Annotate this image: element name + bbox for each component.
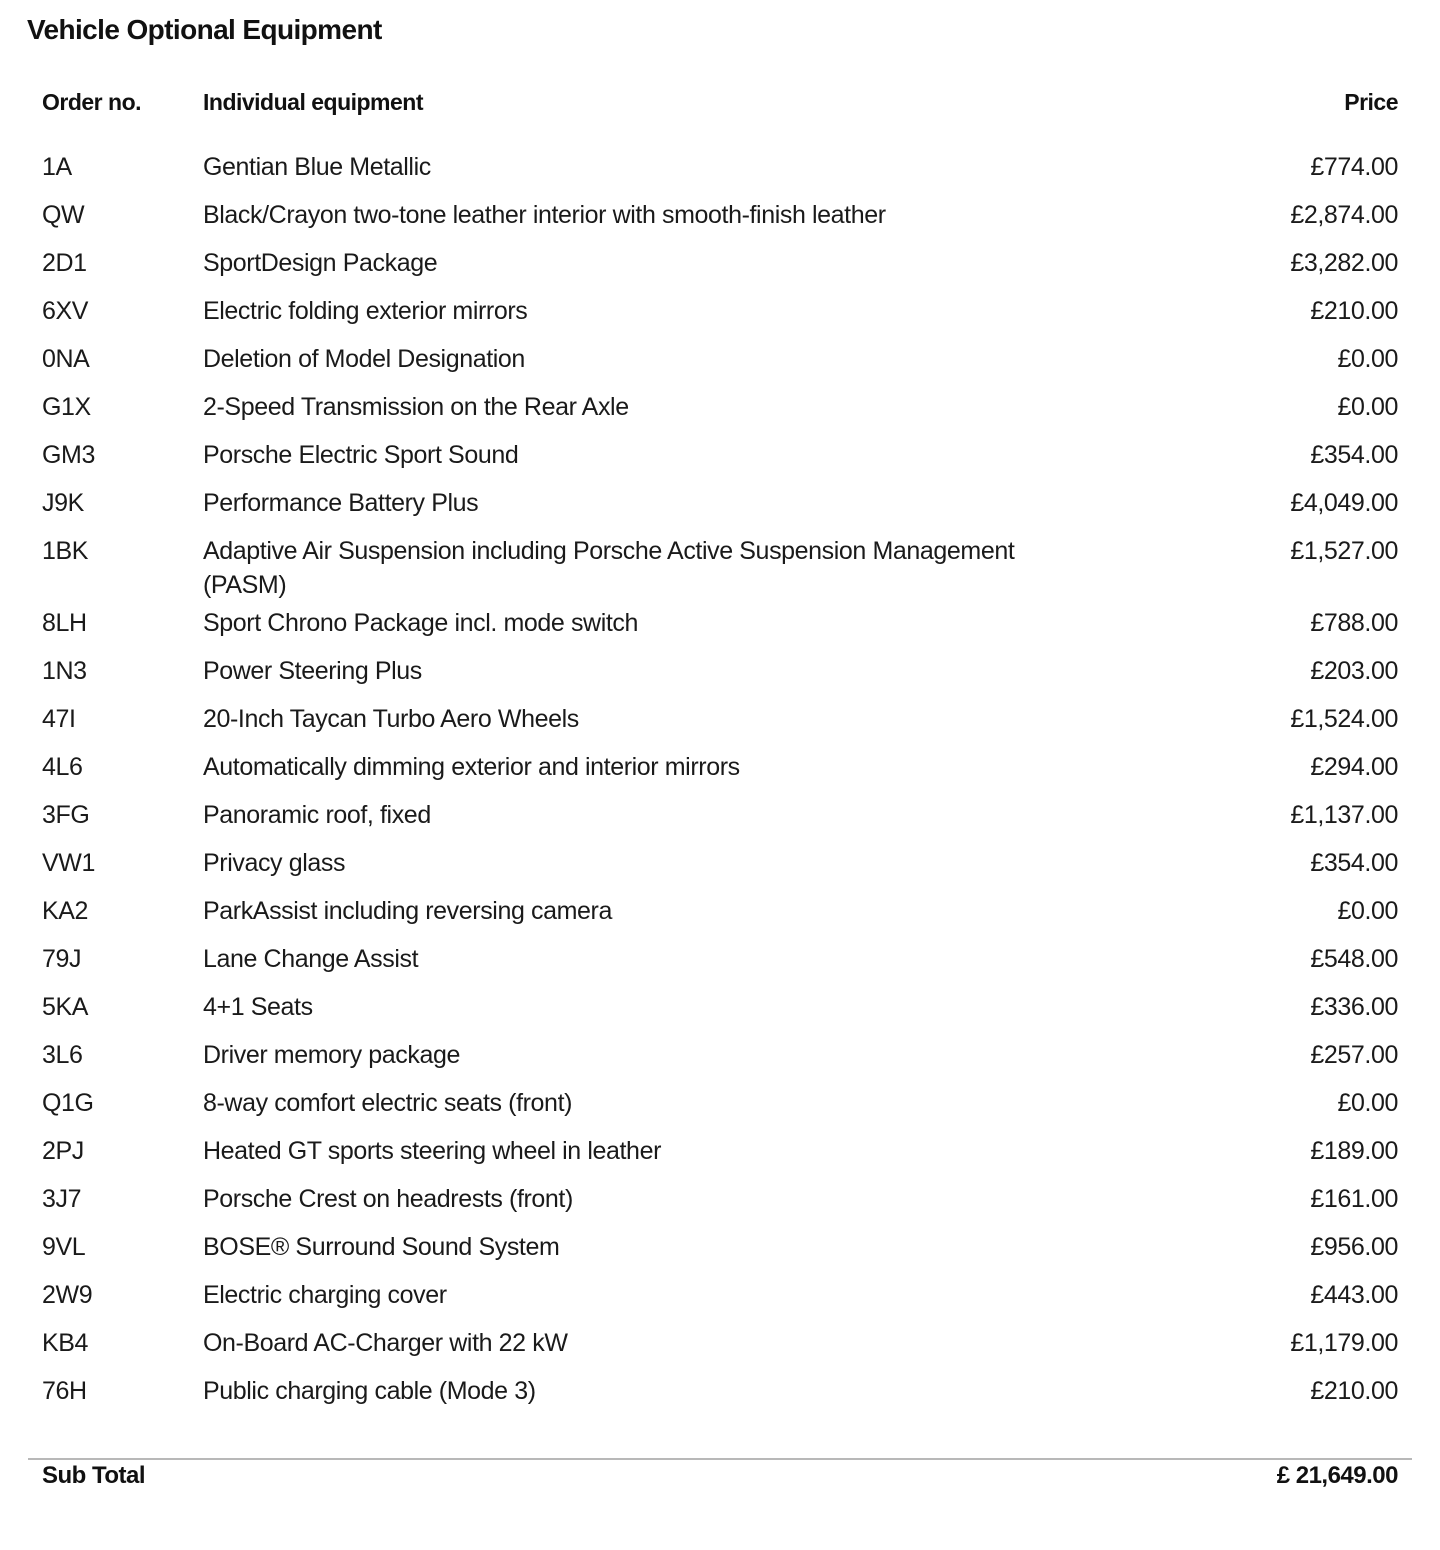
table-row xyxy=(28,1278,1412,1326)
equipment-description: Sport Chrono Package incl. mode switch xyxy=(203,609,639,637)
order-code: 2D1 xyxy=(42,249,87,277)
equipment-description: 8-way comfort electric seats (front) xyxy=(203,1089,573,1117)
equipment-description: 20-Inch Taycan Turbo Aero Wheels xyxy=(203,705,579,733)
equipment-price: £548.00 xyxy=(1310,945,1398,973)
table-header-row xyxy=(28,78,1412,126)
equipment-price: £161.00 xyxy=(1310,1185,1398,1213)
equipment-price: £3,282.00 xyxy=(1290,249,1398,277)
table-row xyxy=(28,246,1412,294)
equipment-description: Public charging cable (Mode 3) xyxy=(203,1377,536,1405)
table-row xyxy=(28,606,1412,654)
order-code: 1N3 xyxy=(42,657,87,685)
order-code: 76H xyxy=(42,1377,87,1405)
equipment-price: £210.00 xyxy=(1310,1377,1398,1405)
order-code: 3J7 xyxy=(42,1185,82,1213)
header-price: Price xyxy=(1344,89,1398,115)
table-row xyxy=(28,654,1412,702)
order-code: 3L6 xyxy=(42,1041,83,1069)
equipment-price: £788.00 xyxy=(1310,609,1398,637)
table-row xyxy=(28,894,1412,942)
order-code: 47I xyxy=(42,705,76,733)
equipment-description: BOSE® Surround Sound System xyxy=(203,1233,560,1261)
table-row xyxy=(28,198,1412,246)
table-row xyxy=(28,1086,1412,1134)
page-title: Vehicle Optional Equipment xyxy=(27,14,382,45)
header-equipment: Individual equipment xyxy=(203,89,424,115)
table-row xyxy=(28,438,1412,486)
equipment-description: Driver memory package xyxy=(203,1041,460,1069)
table-row xyxy=(28,702,1412,750)
equipment-description: Deletion of Model Designation xyxy=(203,345,525,373)
order-code: VW1 xyxy=(42,849,95,877)
table-row xyxy=(28,342,1412,390)
equipment-price: £203.00 xyxy=(1310,657,1398,685)
equipment-description: Gentian Blue Metallic xyxy=(203,153,431,181)
table-row xyxy=(28,150,1412,198)
table-row xyxy=(28,390,1412,438)
table-row xyxy=(28,846,1412,894)
equipment-description: Porsche Crest on headrests (front) xyxy=(203,1185,573,1213)
equipment-price: £1,524.00 xyxy=(1290,705,1398,733)
equipment-price: £1,179.00 xyxy=(1290,1329,1398,1357)
equipment-description: Privacy glass xyxy=(203,849,346,877)
equipment-price: £1,527.00 xyxy=(1290,537,1398,565)
equipment-description: Electric folding exterior mirrors xyxy=(203,297,528,325)
equipment-price: £0.00 xyxy=(1337,1089,1398,1117)
equipment-description: SportDesign Package xyxy=(203,249,438,277)
order-code: QW xyxy=(42,201,85,229)
equipment-description: Porsche Electric Sport Sound xyxy=(203,441,519,469)
table-row xyxy=(28,750,1412,798)
order-code: J9K xyxy=(42,489,84,517)
order-code: 6XV xyxy=(42,297,89,325)
equipment-price: £1,137.00 xyxy=(1290,801,1398,829)
header-order-no: Order no. xyxy=(42,89,142,115)
order-code: KB4 xyxy=(42,1329,89,1357)
equipment-price: £354.00 xyxy=(1310,849,1398,877)
equipment-description: On-Board AC-Charger with 22 kW xyxy=(203,1329,568,1357)
order-code: 3FG xyxy=(42,801,90,829)
order-code: KA2 xyxy=(42,897,89,925)
table-row xyxy=(28,942,1412,990)
table-row xyxy=(28,1038,1412,1086)
equipment-description: Adaptive Air Suspension including Porsche Active Suspension Management (PASM) xyxy=(203,537,1015,599)
subtotal-row xyxy=(28,1459,1412,1493)
equipment-price: £210.00 xyxy=(1310,297,1398,325)
equipment-price: £354.00 xyxy=(1310,441,1398,469)
equipment-description: Black/Crayon two-tone leather interior with smooth-finish leather xyxy=(203,201,886,229)
order-code: G1X xyxy=(42,393,91,421)
table-row xyxy=(28,798,1412,846)
table-row xyxy=(28,1182,1412,1230)
table-row xyxy=(28,534,1412,606)
table-row xyxy=(28,1374,1412,1422)
equipment-description: Lane Change Assist xyxy=(203,945,419,973)
table-row xyxy=(28,1326,1412,1374)
equipment-description: Panoramic roof, fixed xyxy=(203,801,431,829)
order-code: 79J xyxy=(42,945,82,973)
table-row xyxy=(28,486,1412,534)
equipment-description: 4+1 Seats xyxy=(203,993,313,1021)
order-code: 2W9 xyxy=(42,1281,93,1309)
equipment-price: £956.00 xyxy=(1310,1233,1398,1261)
equipment-description: Automatically dimming exterior and interior mirrors xyxy=(203,753,740,781)
equipment-price: £189.00 xyxy=(1310,1137,1398,1165)
table-row xyxy=(28,294,1412,342)
equipment-table xyxy=(28,78,1412,1489)
equipment-description: Power Steering Plus xyxy=(203,657,422,685)
order-code: 4L6 xyxy=(42,753,83,781)
equipment-description: Performance Battery Plus xyxy=(203,489,479,517)
order-code: Q1G xyxy=(42,1089,94,1117)
equipment-price: £774.00 xyxy=(1310,153,1398,181)
subtotal-label: Sub Total xyxy=(42,1462,146,1489)
equipment-description: ParkAssist including reversing camera xyxy=(203,897,612,925)
equipment-price: £4,049.00 xyxy=(1290,489,1398,517)
order-code: 9VL xyxy=(42,1233,86,1261)
order-code: 1BK xyxy=(42,537,89,565)
equipment-price: £2,874.00 xyxy=(1290,201,1398,229)
table-body xyxy=(28,150,1412,1422)
order-code: 8LH xyxy=(42,609,87,637)
equipment-description: Electric charging cover xyxy=(203,1281,447,1309)
order-code: GM3 xyxy=(42,441,95,469)
order-code: 2PJ xyxy=(42,1137,84,1165)
equipment-price: £0.00 xyxy=(1337,345,1398,373)
equipment-price: £0.00 xyxy=(1337,897,1398,925)
table-row xyxy=(28,1230,1412,1278)
table-row xyxy=(28,1134,1412,1182)
equipment-price: £257.00 xyxy=(1310,1041,1398,1069)
equipment-description: Heated GT sports steering wheel in leather xyxy=(203,1137,661,1165)
order-code: 0NA xyxy=(42,345,90,373)
equipment-description: 2-Speed Transmission on the Rear Axle xyxy=(203,393,629,421)
equipment-price: £0.00 xyxy=(1337,393,1398,421)
equipment-price: £336.00 xyxy=(1310,993,1398,1021)
equipment-price: £294.00 xyxy=(1310,753,1398,781)
order-code: 5KA xyxy=(42,993,89,1021)
table-row xyxy=(28,990,1412,1038)
equipment-price: £443.00 xyxy=(1310,1281,1398,1309)
subtotal-value: £ 21,649.00 xyxy=(1276,1462,1398,1489)
order-code: 1A xyxy=(42,153,72,181)
